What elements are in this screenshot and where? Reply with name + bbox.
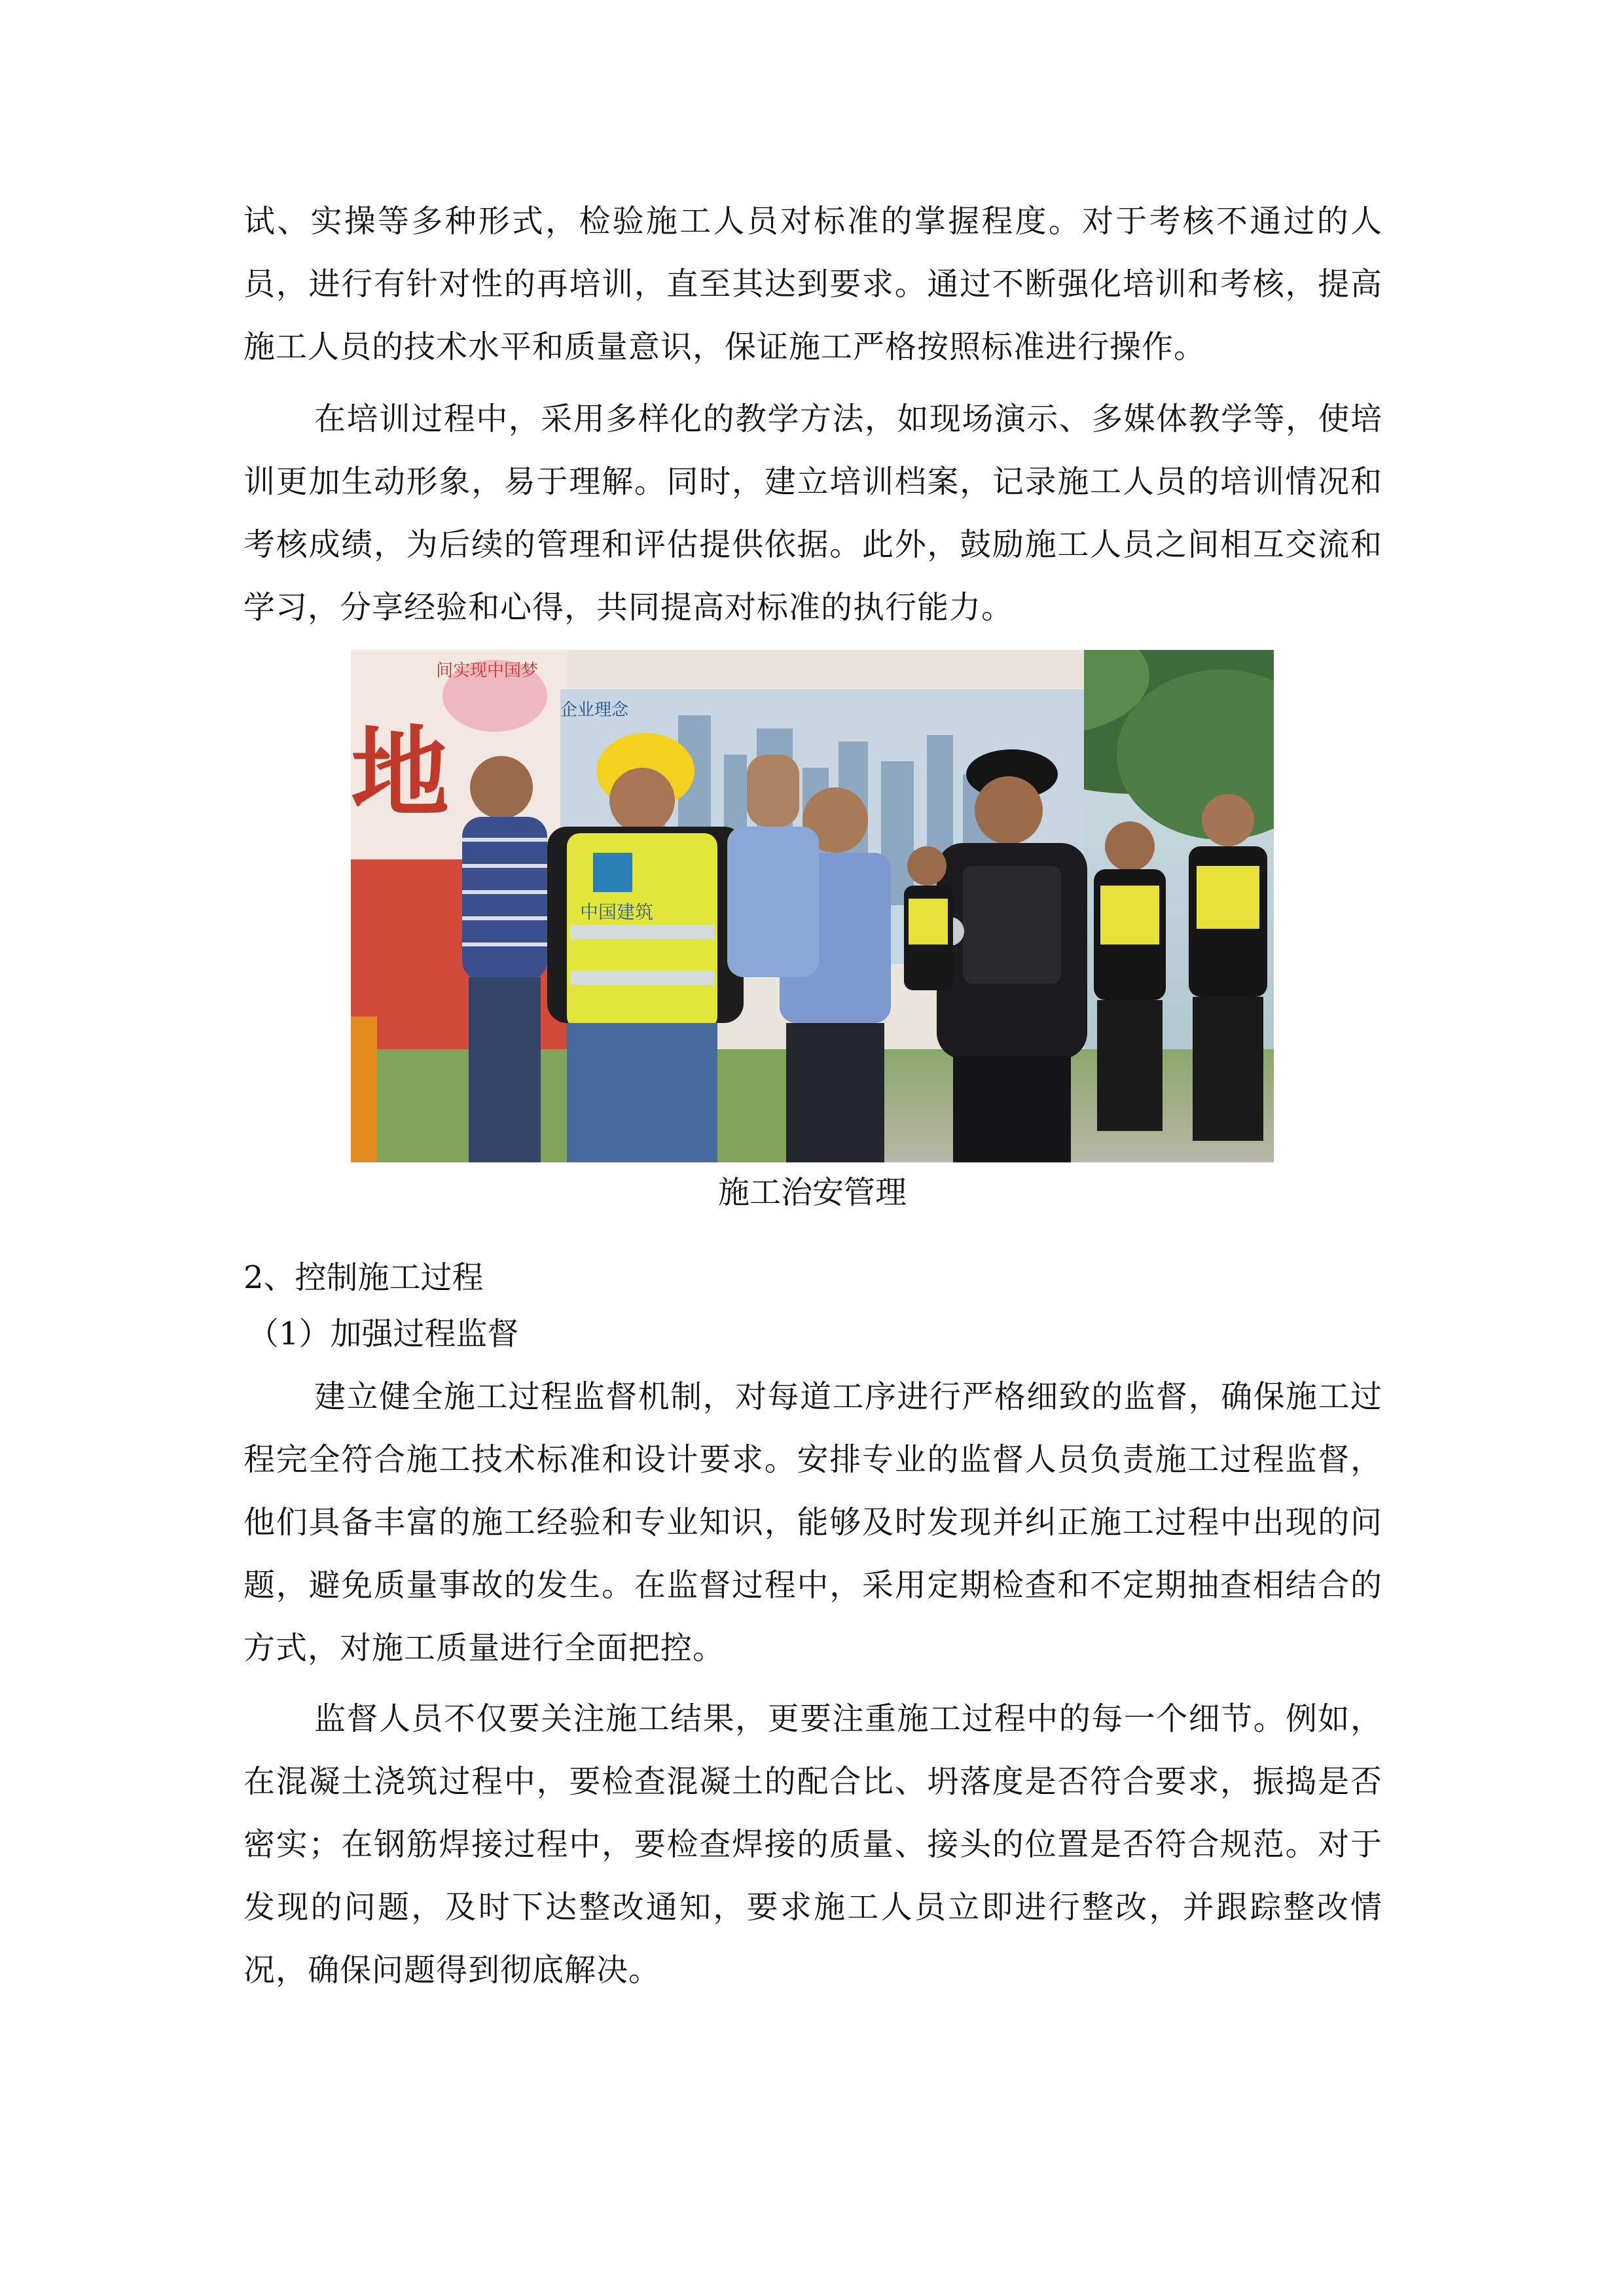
banner-motto: 企业理念 <box>560 700 629 720</box>
paragraph-training-methods: 在培训过程中，采用多样化的教学方法，如现场演示、多媒体教学等，使培训更加生动形象，易于理解。同时，建立培训档案，记录施工人员的培训情况和考核成绩，为后续的管理和评估提供依据。此外，鼓励施工人员之间相互交流和学习，分享经验和心得，共同提高对标准的执行能力。 <box>244 401 1382 626</box>
section-heading: 2、控制施工过程 <box>244 1259 484 1296</box>
paragraph-training-assessment: 试、实操等多种形式，检验施工人员对标准的掌握程度。对于考核不通过的人员，进行有针对性的再培训，直至其达到要求。通过不断强化培训和考核，提高施工人员的技术水平和质量意识，保证施工严格按照标准进行操作。 <box>244 203 1382 365</box>
vest-company-logo: 中国建筑 <box>580 901 654 923</box>
figure-caption: 施工治安管理 <box>717 1174 907 1211</box>
paragraph-supervision-mechanism: 建立健全施工过程监督机制，对每道工序进行严格细致的监督，确保施工过程完全符合施工技术标准和设计要求。安排专业的监督人员负责施工过程监督，他们具备丰富的施工经验和专业知识，能够及时发现并纠正施工过程中出现的问题，避免质量事故的发生。在监督过程中，采用定期检查和不定期抽查相结合的方式，对施工质量进行全面把控。 <box>244 1378 1382 1666</box>
subsection-heading: （1）加强过程监督 <box>247 1316 519 1352</box>
banner-slogan: 间实现中国梦 <box>436 661 539 681</box>
banner-big-character: 地 <box>351 715 450 831</box>
construction-security-photo <box>351 650 1274 1162</box>
paragraph-supervision-details: 监督人员不仅要关注施工结果，更要注重施工过程中的每一个细节。例如，在混凝土浇筑过程中，要检查混凝土的配合比、坍落度是否符合要求，振捣是否密实；在钢筋焊接过程中，要检查焊接的质量、接头的位置是否符合规范。对于发现的问题，及时下达整改通知，要求施工人员立即进行整改，并跟踪整改情况，确保问题得到彻底解决。 <box>244 1700 1382 1988</box>
